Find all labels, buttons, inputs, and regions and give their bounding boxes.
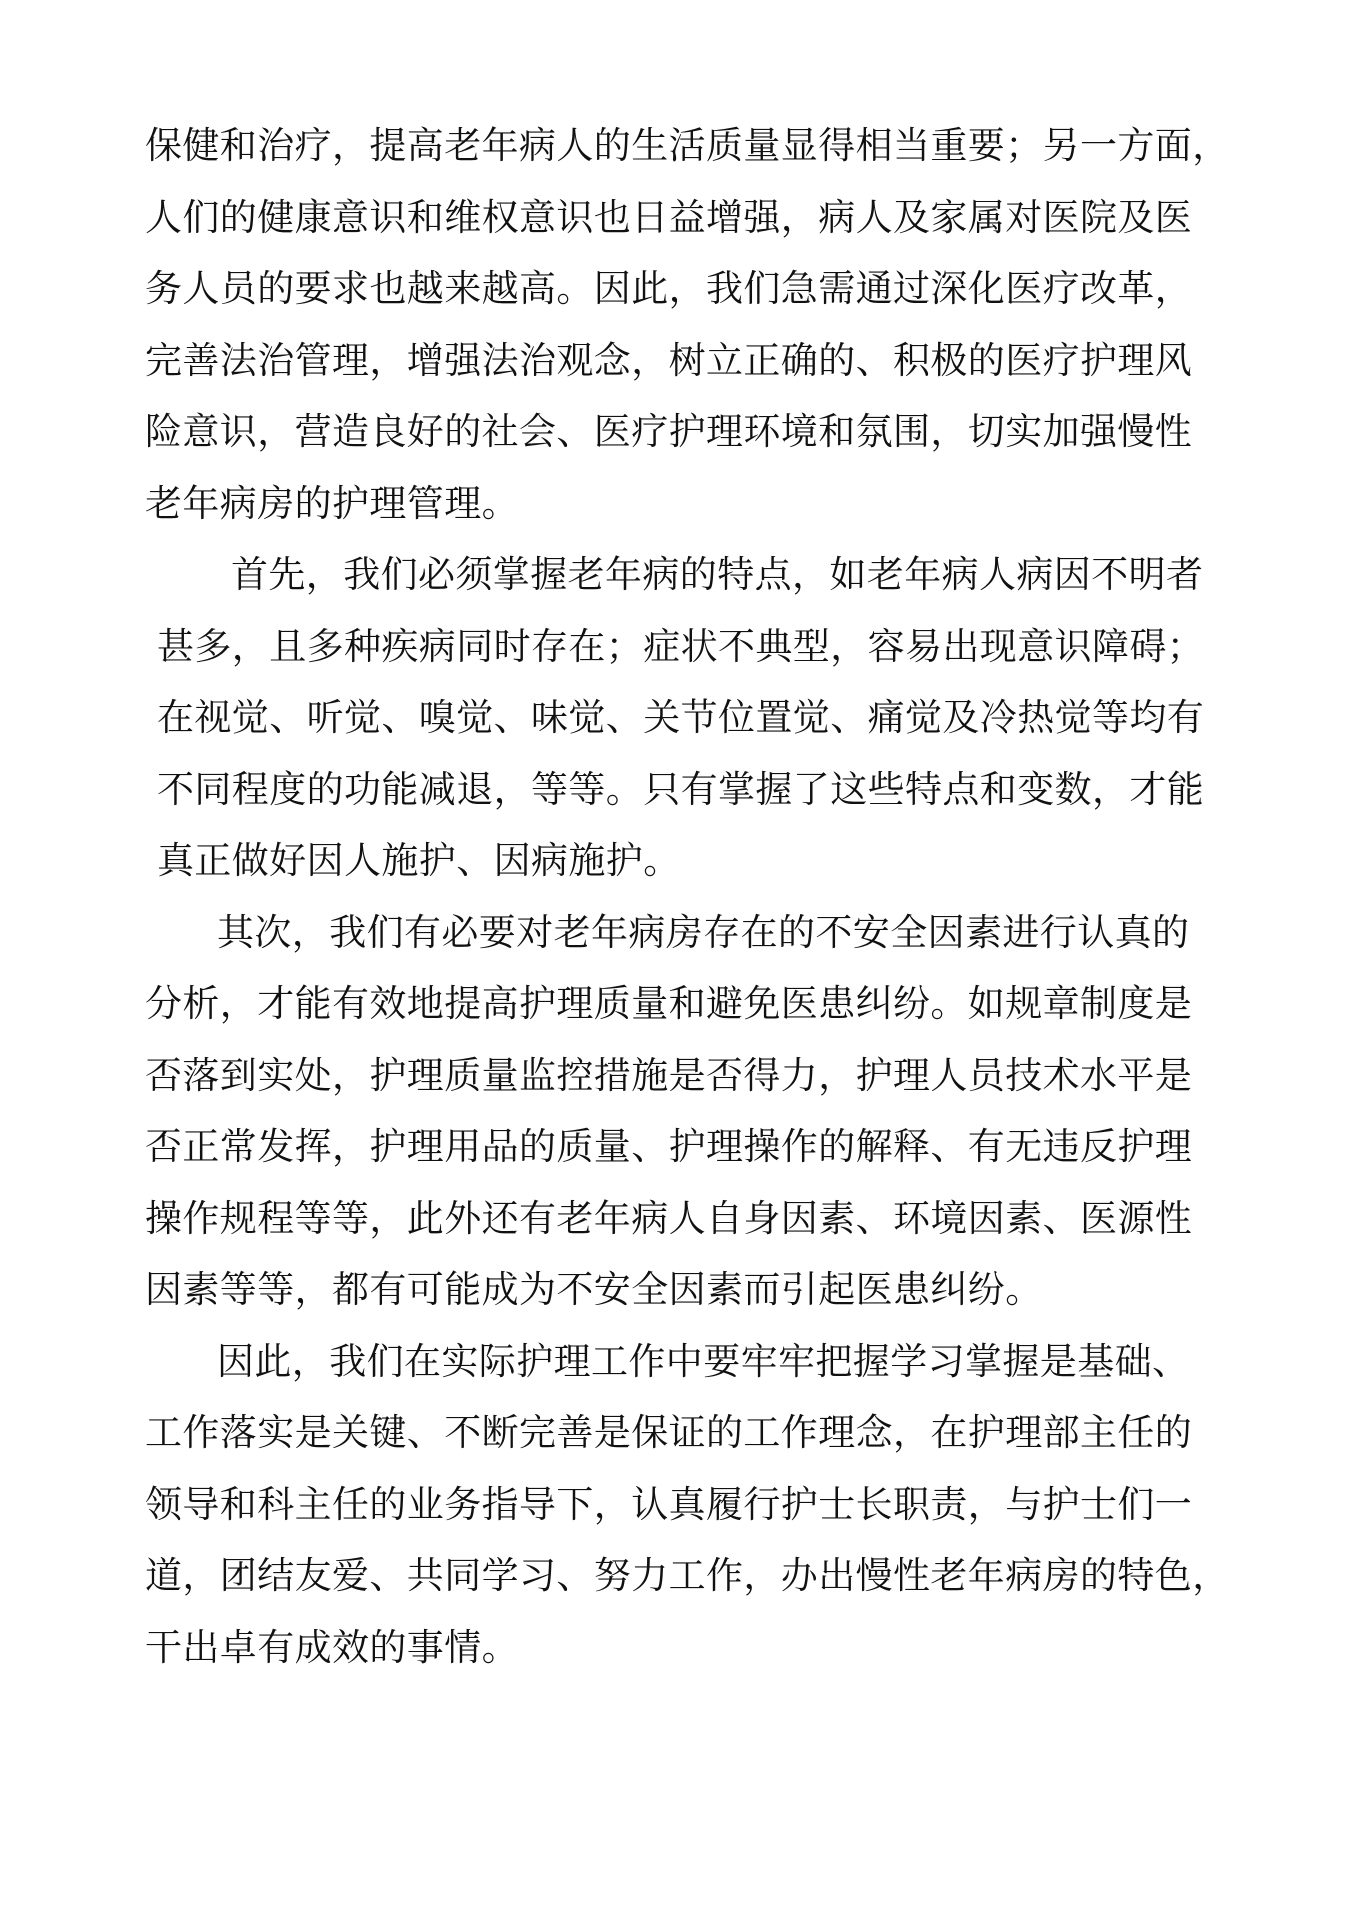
text-line: 甚多，且多种疾病同时存在；症状不典型，容易出现意识障碍； [157, 624, 1205, 668]
paragraph-1 [145, 110, 1230, 539]
text-line: 道，团结友爱、共同学习、努力工作，办出慢性老年病房的特色， [145, 1554, 1230, 1597]
text-line: 保健和治疗，提高老年病人的生活质量显得相当重要；另一方面， [145, 124, 1230, 167]
paragraph-4 [145, 1326, 1230, 1684]
text-line: 在视觉、听觉、嗅觉、味觉、关节位置觉、痛觉及冷热觉等均有 [157, 696, 1205, 739]
text-line: 其次，我们有必要对老年病房存在的不安全因素进行认真的 [217, 910, 1190, 954]
text-line: 人们的健康意识和维权意识也日益增强，病人及家属对医院及医 [145, 195, 1193, 239]
text-line: 操作规程等等，此外还有老年病人自身因素、环境因素、医源性 [145, 1196, 1193, 1240]
paragraph-2 [145, 539, 1225, 897]
text-line: 分析，才能有效地提高护理质量和避免医患纠纷。如规章制度是 [145, 982, 1193, 1025]
paragraph-3 [145, 897, 1225, 1326]
document-body [145, 110, 1230, 1683]
text-line: 因此，我们在实际护理工作中要牢牢把握学习掌握是基础、 [217, 1339, 1190, 1383]
text-line: 干出卓有成效的事情。 [145, 1625, 519, 1669]
text-line: 工作落实是关键、不断完善是保证的工作理念，在护理部主任的 [145, 1411, 1193, 1454]
text-line: 务人员的要求也越来越高。因此，我们急需通过深化医疗改革， [145, 267, 1193, 310]
text-line: 否正常发挥，护理用品的质量、护理操作的解释、有无违反护理 [145, 1125, 1193, 1168]
text-line: 不同程度的功能减退，等等。只有掌握了这些特点和变数，才能 [157, 767, 1205, 811]
text-line: 真正做好因人施护、因病施护。 [157, 839, 681, 882]
text-line: 否落到实处，护理质量监控措施是否得力，护理人员技术水平是 [145, 1053, 1193, 1097]
text-line: 首先，我们必须掌握老年病的特点，如老年病人病因不明者 [231, 553, 1204, 596]
text-line: 完善法治管理，增强法治观念，树立正确的、积极的医疗护理风 [145, 338, 1193, 382]
text-line: 险意识，营造良好的社会、医疗护理环境和氛围，切实加强慢性 [145, 410, 1193, 453]
text-line: 因素等等，都有可能成为不安全因素而引起医患纠纷。 [145, 1268, 1043, 1311]
text-line: 老年病房的护理管理。 [145, 481, 519, 525]
text-line: 领导和科主任的业务指导下，认真履行护士长职责，与护士们一 [145, 1482, 1193, 1526]
